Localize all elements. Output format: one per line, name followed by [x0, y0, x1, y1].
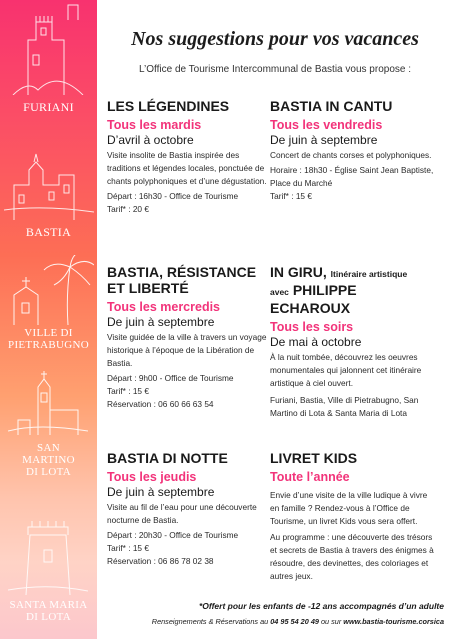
card-title: BASTIA, RÉSISTANCE ET LIBERTÉ	[107, 264, 257, 296]
card-period: De juin à septembre	[270, 133, 378, 147]
card-price: Tarif* : 20 €	[107, 204, 149, 214]
card-period: De mai à octobre	[270, 335, 362, 349]
sidebar-illustration	[0, 0, 97, 639]
page-title: Nos suggestions pour vos vacances	[131, 28, 419, 50]
card-schedule: Tous les soirs	[270, 320, 354, 334]
card-title-main: IN GIRU,	[270, 264, 327, 280]
card-reservation-phone[interactable]: Réservation : 06 86 78 02 38	[107, 556, 214, 566]
card-program: Au programme : une découverte des trésors et secrets de Bastia à travers des énigmes à résoudre, des devinettes, des coloriages et autres jeux.	[270, 532, 434, 581]
town-label-line: DI LOTA	[26, 466, 71, 478]
town-label-line: DI LOTA	[26, 611, 71, 623]
footer-contact	[106, 617, 444, 626]
town-label-line: MARTINO	[22, 454, 75, 466]
card-departure: Départ : 20h30 - Office de Tourisme	[107, 530, 239, 540]
san-martino-church-sketch	[8, 365, 88, 435]
town-label-line: VILLE DI	[24, 327, 73, 339]
card-reservation-phone[interactable]: Réservation : 06 60 66 63 54	[107, 399, 214, 409]
activity-card-livret-kids	[270, 450, 438, 583]
page-intro: L’Office de Tourisme Intercommunal de Bastia vous propose :	[139, 64, 411, 75]
card-description: Envie d’une visite de la ville ludique à vivre en famille ? Rendez-vous à l’Office de Tourisme, un livret Kids vous sera offert.	[270, 490, 428, 526]
town-label-santa-maria-di-lota	[0, 599, 97, 623]
card-price: Tarif* : 15 €	[107, 386, 149, 396]
furiani-tower-sketch	[8, 0, 88, 95]
card-title-artist: PHILIPPE ECHAROUX	[270, 282, 357, 316]
card-price: Tarif* : 15 €	[270, 191, 312, 201]
card-title-with: avec	[270, 287, 289, 297]
card-title: BASTIA DI NOTTE	[107, 450, 228, 466]
card-departure: Départ : 16h30 - Office de Tourisme	[107, 191, 239, 201]
town-label-san-martino-di-lota	[0, 442, 97, 478]
activity-card-bastia-in-cantu	[270, 98, 438, 203]
card-title: BASTIA IN CANTU	[270, 98, 393, 114]
card-schedule: Tous les mercredis	[107, 300, 221, 314]
santa-maria-tower-sketch	[8, 505, 88, 595]
card-description: Visite insolite de Bastia inspirée des traditions et légendes locales, ponctuée de chants polyphoniques et d’une dégustation.	[107, 150, 267, 186]
card-title-subtitle: Itinéraire artistique	[330, 269, 408, 279]
card-period: De juin à septembre	[107, 485, 215, 499]
palm-church-sketch	[4, 255, 94, 325]
card-price: Tarif* : 15 €	[107, 543, 149, 553]
card-title: LES LÉGENDINES	[107, 98, 230, 114]
card-departure: Départ : 9h00 - Office de Tourisme	[107, 373, 234, 383]
footer-offer-note: *Offert pour les enfants de -12 ans accompagnés d’un adulte	[199, 601, 444, 611]
card-title	[270, 264, 438, 316]
footer-website-link[interactable]: www.bastia-tourisme.corsica	[343, 617, 444, 626]
card-schedule-place: Horaire : 18h30 - Église Saint Jean Baptiste, Place du Marché	[270, 165, 434, 188]
card-period: D’avril à octobre	[107, 133, 194, 147]
activity-card-legendines	[107, 98, 275, 216]
town-label-line: SAN	[37, 442, 60, 454]
card-locations: Furiani, Bastia, Ville di Pietrabugno, San Martino di Lota & Santa Maria di Lota	[270, 395, 419, 418]
card-description: Concert de chants corses et polyphoniques.	[270, 150, 432, 160]
card-description: À la nuit tombée, découvrez les oeuvres monumentales qui jalonnent cet itinéraire artistique à ciel ouvert.	[270, 352, 422, 388]
card-title: LIVRET KIDS	[270, 450, 358, 466]
card-schedule: Toute l’année	[270, 470, 350, 484]
card-description: Visite guidée de la ville à travers un voyage historique à l’époque de la Libération de Bastia.	[107, 332, 267, 368]
card-period: De juin à septembre	[107, 315, 215, 329]
card-description: Visite au fil de l’eau pour une découverte nocturne de Bastia.	[107, 502, 257, 525]
activity-card-resistance-liberte	[107, 264, 275, 411]
footer-contact-mid: ou sur	[320, 617, 342, 626]
footer-phone[interactable]: 04 95 54 20 49	[270, 617, 319, 626]
card-schedule: Tous les mardis	[107, 118, 202, 132]
card-schedule: Tous les vendredis	[270, 118, 383, 132]
bastia-citadel-sketch	[4, 150, 94, 220]
town-label-line: PIETRABUGNO	[8, 339, 89, 351]
town-label-line: SANTA MARIA	[9, 599, 88, 611]
town-label-bastia: BASTIA	[25, 225, 72, 239]
activity-card-in-giru	[270, 264, 438, 420]
footer-contact-label: Renseignements & Réservations au	[151, 617, 269, 626]
activity-card-bastia-di-notte	[107, 450, 275, 568]
card-schedule: Tous les jeudis	[107, 470, 197, 484]
town-label-furiani: FURIANI	[23, 100, 74, 114]
town-label-ville-di-pietrabugno	[0, 327, 97, 351]
